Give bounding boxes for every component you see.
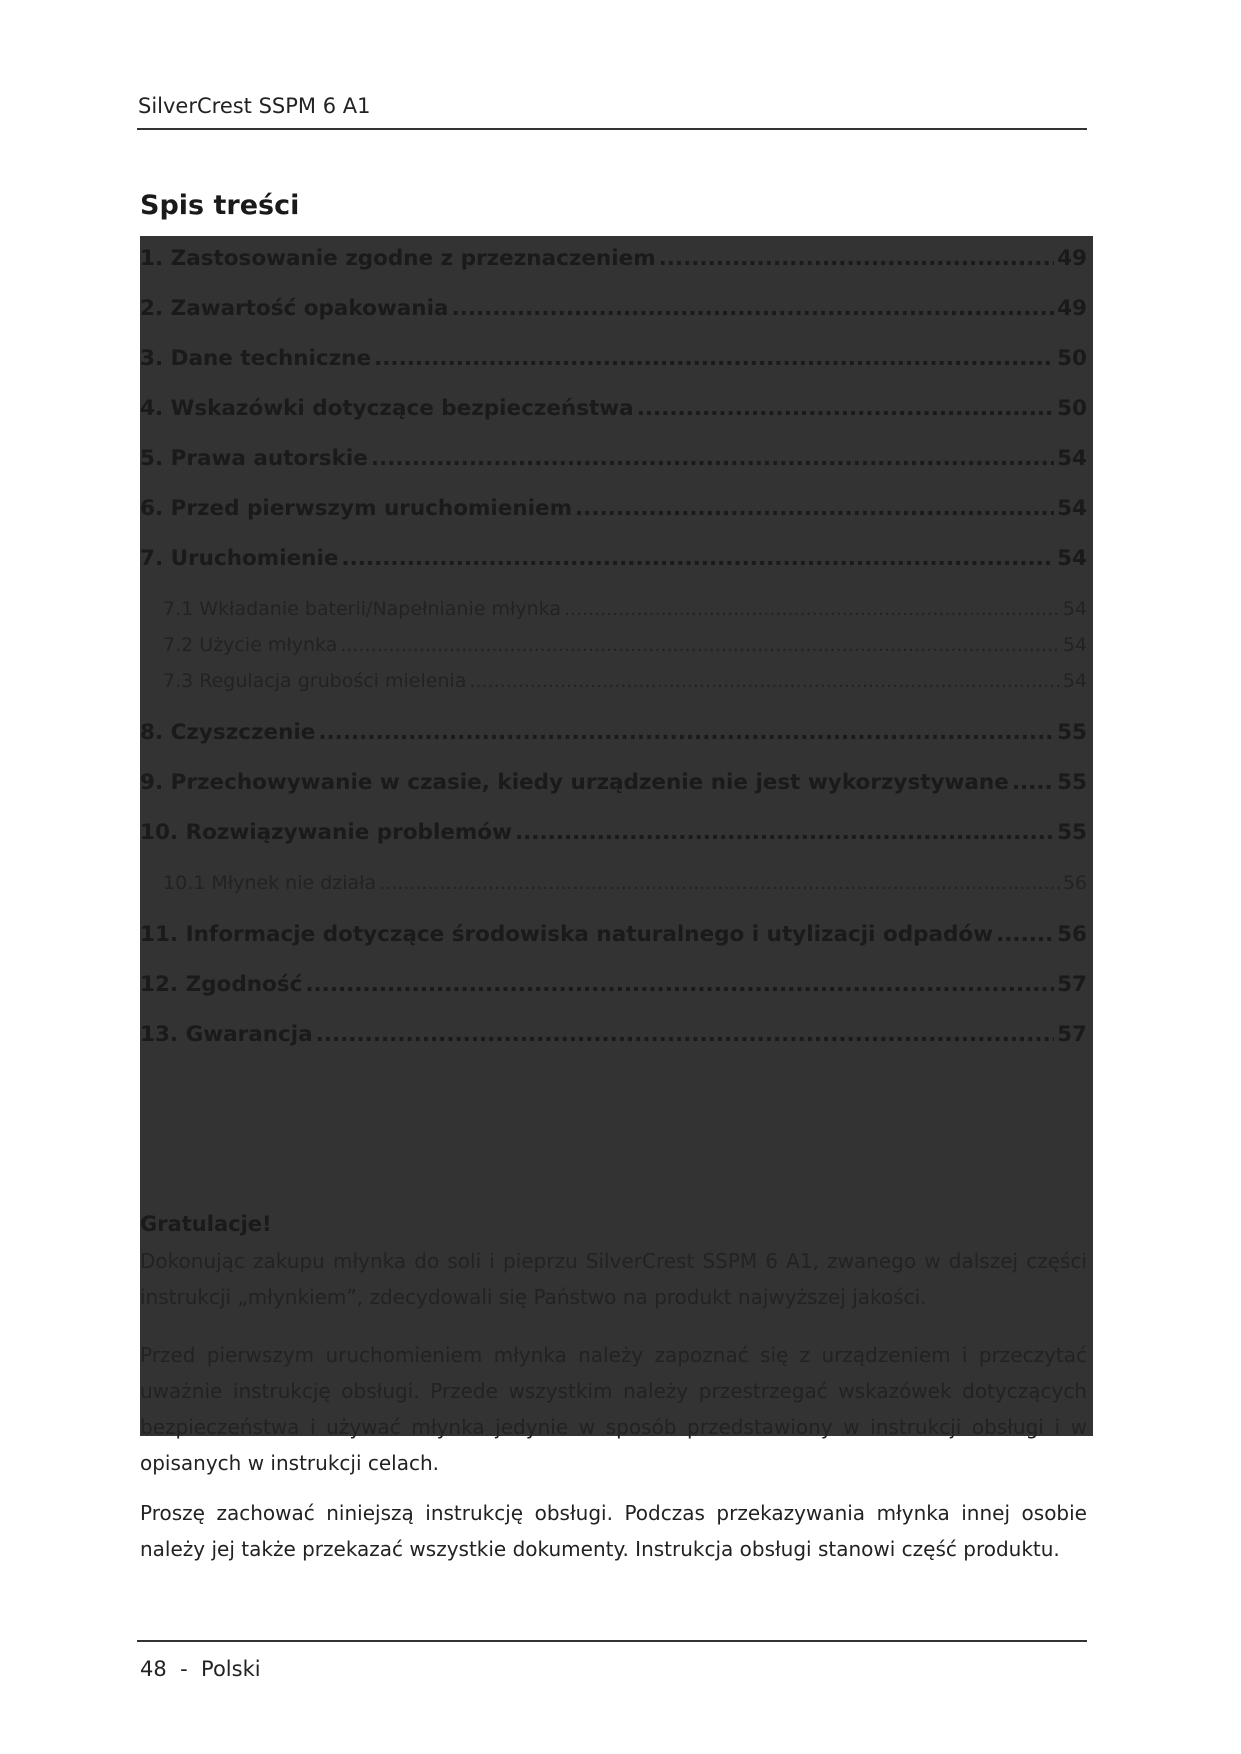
toc-entry-label: 3. Dane techniczne <box>140 346 372 371</box>
toc-entry-label: 7. Uruchomienie <box>140 546 339 571</box>
page-header: SilverCrest SSPM 6 A1 <box>138 94 371 118</box>
toc-entry-label: 12. Zgodność <box>140 972 303 997</box>
toc-leader-dots <box>340 634 1059 656</box>
toc-entry-page: 50 <box>1057 346 1087 371</box>
toc-entry-page: 55 <box>1057 720 1087 745</box>
toc-leader-dots <box>305 972 1054 997</box>
toc-entry[interactable] <box>140 546 1087 571</box>
toc-entry-label: 7.1 Wkładanie baterii/Napełnianie młynka <box>163 598 561 620</box>
toc-subentry[interactable] <box>140 670 1087 692</box>
toc-entry-label: 2. Zawartość opakowania <box>140 296 449 321</box>
toc-entry[interactable] <box>140 396 1087 421</box>
toc-entry-label: 13. Gwarancja <box>140 1022 313 1047</box>
footer-separator: - <box>180 1657 188 1681</box>
toc-leader-dots <box>637 396 1054 421</box>
toc-leader-dots <box>318 720 1054 745</box>
toc-leader-dots <box>379 872 1060 894</box>
toc-leader-dots <box>575 496 1054 521</box>
toc-leader-dots <box>469 670 1059 692</box>
toc-entry-label: 11. Informacje dotyczące środowiska naturalnego i utylizacji odpadów <box>140 922 994 947</box>
footer-rule <box>137 1640 1087 1642</box>
toc-leader-dots <box>659 246 1054 271</box>
toc-leader-dots <box>374 346 1054 371</box>
toc-entry-page: 54 <box>1062 598 1087 620</box>
toc-entry[interactable] <box>140 1022 1087 1047</box>
toc-entry[interactable] <box>140 770 1087 795</box>
page-number: 48 <box>140 1657 167 1681</box>
toc-entry[interactable] <box>140 346 1087 371</box>
toc-entry-label: 10. Rozwiązywanie problemów <box>140 820 512 845</box>
intro-title: Gratulacje! <box>140 1212 272 1236</box>
toc-entry-page: 56 <box>1057 922 1087 947</box>
toc-entry-label: 10.1 Młynek nie działa <box>163 872 377 894</box>
toc-entry-page: 49 <box>1057 246 1087 271</box>
intro-paragraph: Dokonując zakupu młynka do soli i pieprzu SilverCrest SSPM 6 A1, zwanego w dalszej części instrukcji „młynkiem”, zdecydowali się Państwo na produkt najwyższej jakości. <box>140 1249 1087 1309</box>
toc-entry[interactable] <box>140 446 1087 471</box>
toc-entry-page: 57 <box>1057 972 1087 997</box>
toc-entry-page: 54 <box>1057 546 1087 571</box>
toc-entry[interactable] <box>140 496 1087 521</box>
toc-leader-dots <box>996 922 1054 947</box>
toc-leader-dots <box>341 546 1054 571</box>
toc-entry[interactable] <box>140 720 1087 745</box>
toc-entry[interactable] <box>140 922 1087 947</box>
toc-entry-page: 57 <box>1057 1022 1087 1047</box>
toc-entry-label: 7.3 Regulacja grubości mielenia <box>163 670 467 692</box>
toc-subentry[interactable] <box>140 872 1087 894</box>
toc-entry[interactable] <box>140 972 1087 997</box>
page-footer <box>140 1657 261 1681</box>
toc-entry-page: 50 <box>1057 396 1087 421</box>
toc-leader-dots <box>451 296 1054 321</box>
toc-title: Spis treści <box>140 190 300 221</box>
toc-entry-page: 54 <box>1057 446 1087 471</box>
toc-entry-label: 1. Zastosowanie zgodne z przeznaczeniem <box>140 246 656 271</box>
toc-entry-page: 49 <box>1057 296 1087 321</box>
table-of-contents <box>140 0 1087 1200</box>
intro-paragraph: Proszę zachować niniejszą instrukcję obsługi. Podczas przekazywania młynka innej osobie należy jej także przekazać wszystkie dokumenty. Instrukcja obsługi stanowi część produktu. <box>140 1501 1087 1561</box>
toc-entry[interactable] <box>140 246 1087 271</box>
toc-entry-label: 4. Wskazówki dotyczące bezpieczeństwa <box>140 396 634 421</box>
toc-entry-label: 9. Przechowywanie w czasie, kiedy urządzenie nie jest wykorzystywane <box>140 770 1009 795</box>
toc-entry-page: 54 <box>1057 496 1087 521</box>
toc-entry-page: 55 <box>1057 820 1087 845</box>
toc-subentry[interactable] <box>140 634 1087 656</box>
toc-entry[interactable] <box>140 820 1087 845</box>
toc-entry[interactable] <box>140 296 1087 321</box>
toc-entry-page: 56 <box>1062 872 1087 894</box>
toc-leader-dots <box>371 446 1054 471</box>
toc-entry-label: 7.2 Użycie młynka <box>163 634 338 656</box>
toc-entry-page: 55 <box>1057 770 1087 795</box>
toc-entry-label: 8. Czyszczenie <box>140 720 316 745</box>
toc-entry-page: 54 <box>1062 670 1087 692</box>
toc-leader-dots <box>1012 770 1054 795</box>
toc-entry-label: 5. Prawa autorskie <box>140 446 368 471</box>
toc-leader-dots <box>316 1022 1054 1047</box>
toc-leader-dots <box>564 598 1060 620</box>
toc-subentry[interactable] <box>140 598 1087 620</box>
intro-paragraph: Przed pierwszym uruchomieniem młynka należy zapoznać się z urządzeniem i przeczytać uważnie instrukcję obsługi. Przede wszystkim należy przestrzegać wskazówek dotyczących bezpieczeństwa i używać młynka jedynie w sposób przedstawiony w instrukcji obsługi i w opisanych w instrukcji celach. <box>140 1343 1087 1475</box>
toc-entry-label: 6. Przed pierwszym uruchomieniem <box>140 496 573 521</box>
toc-entry-page: 54 <box>1062 634 1087 656</box>
toc-leader-dots <box>515 820 1054 845</box>
footer-language: Polski <box>201 1657 261 1681</box>
